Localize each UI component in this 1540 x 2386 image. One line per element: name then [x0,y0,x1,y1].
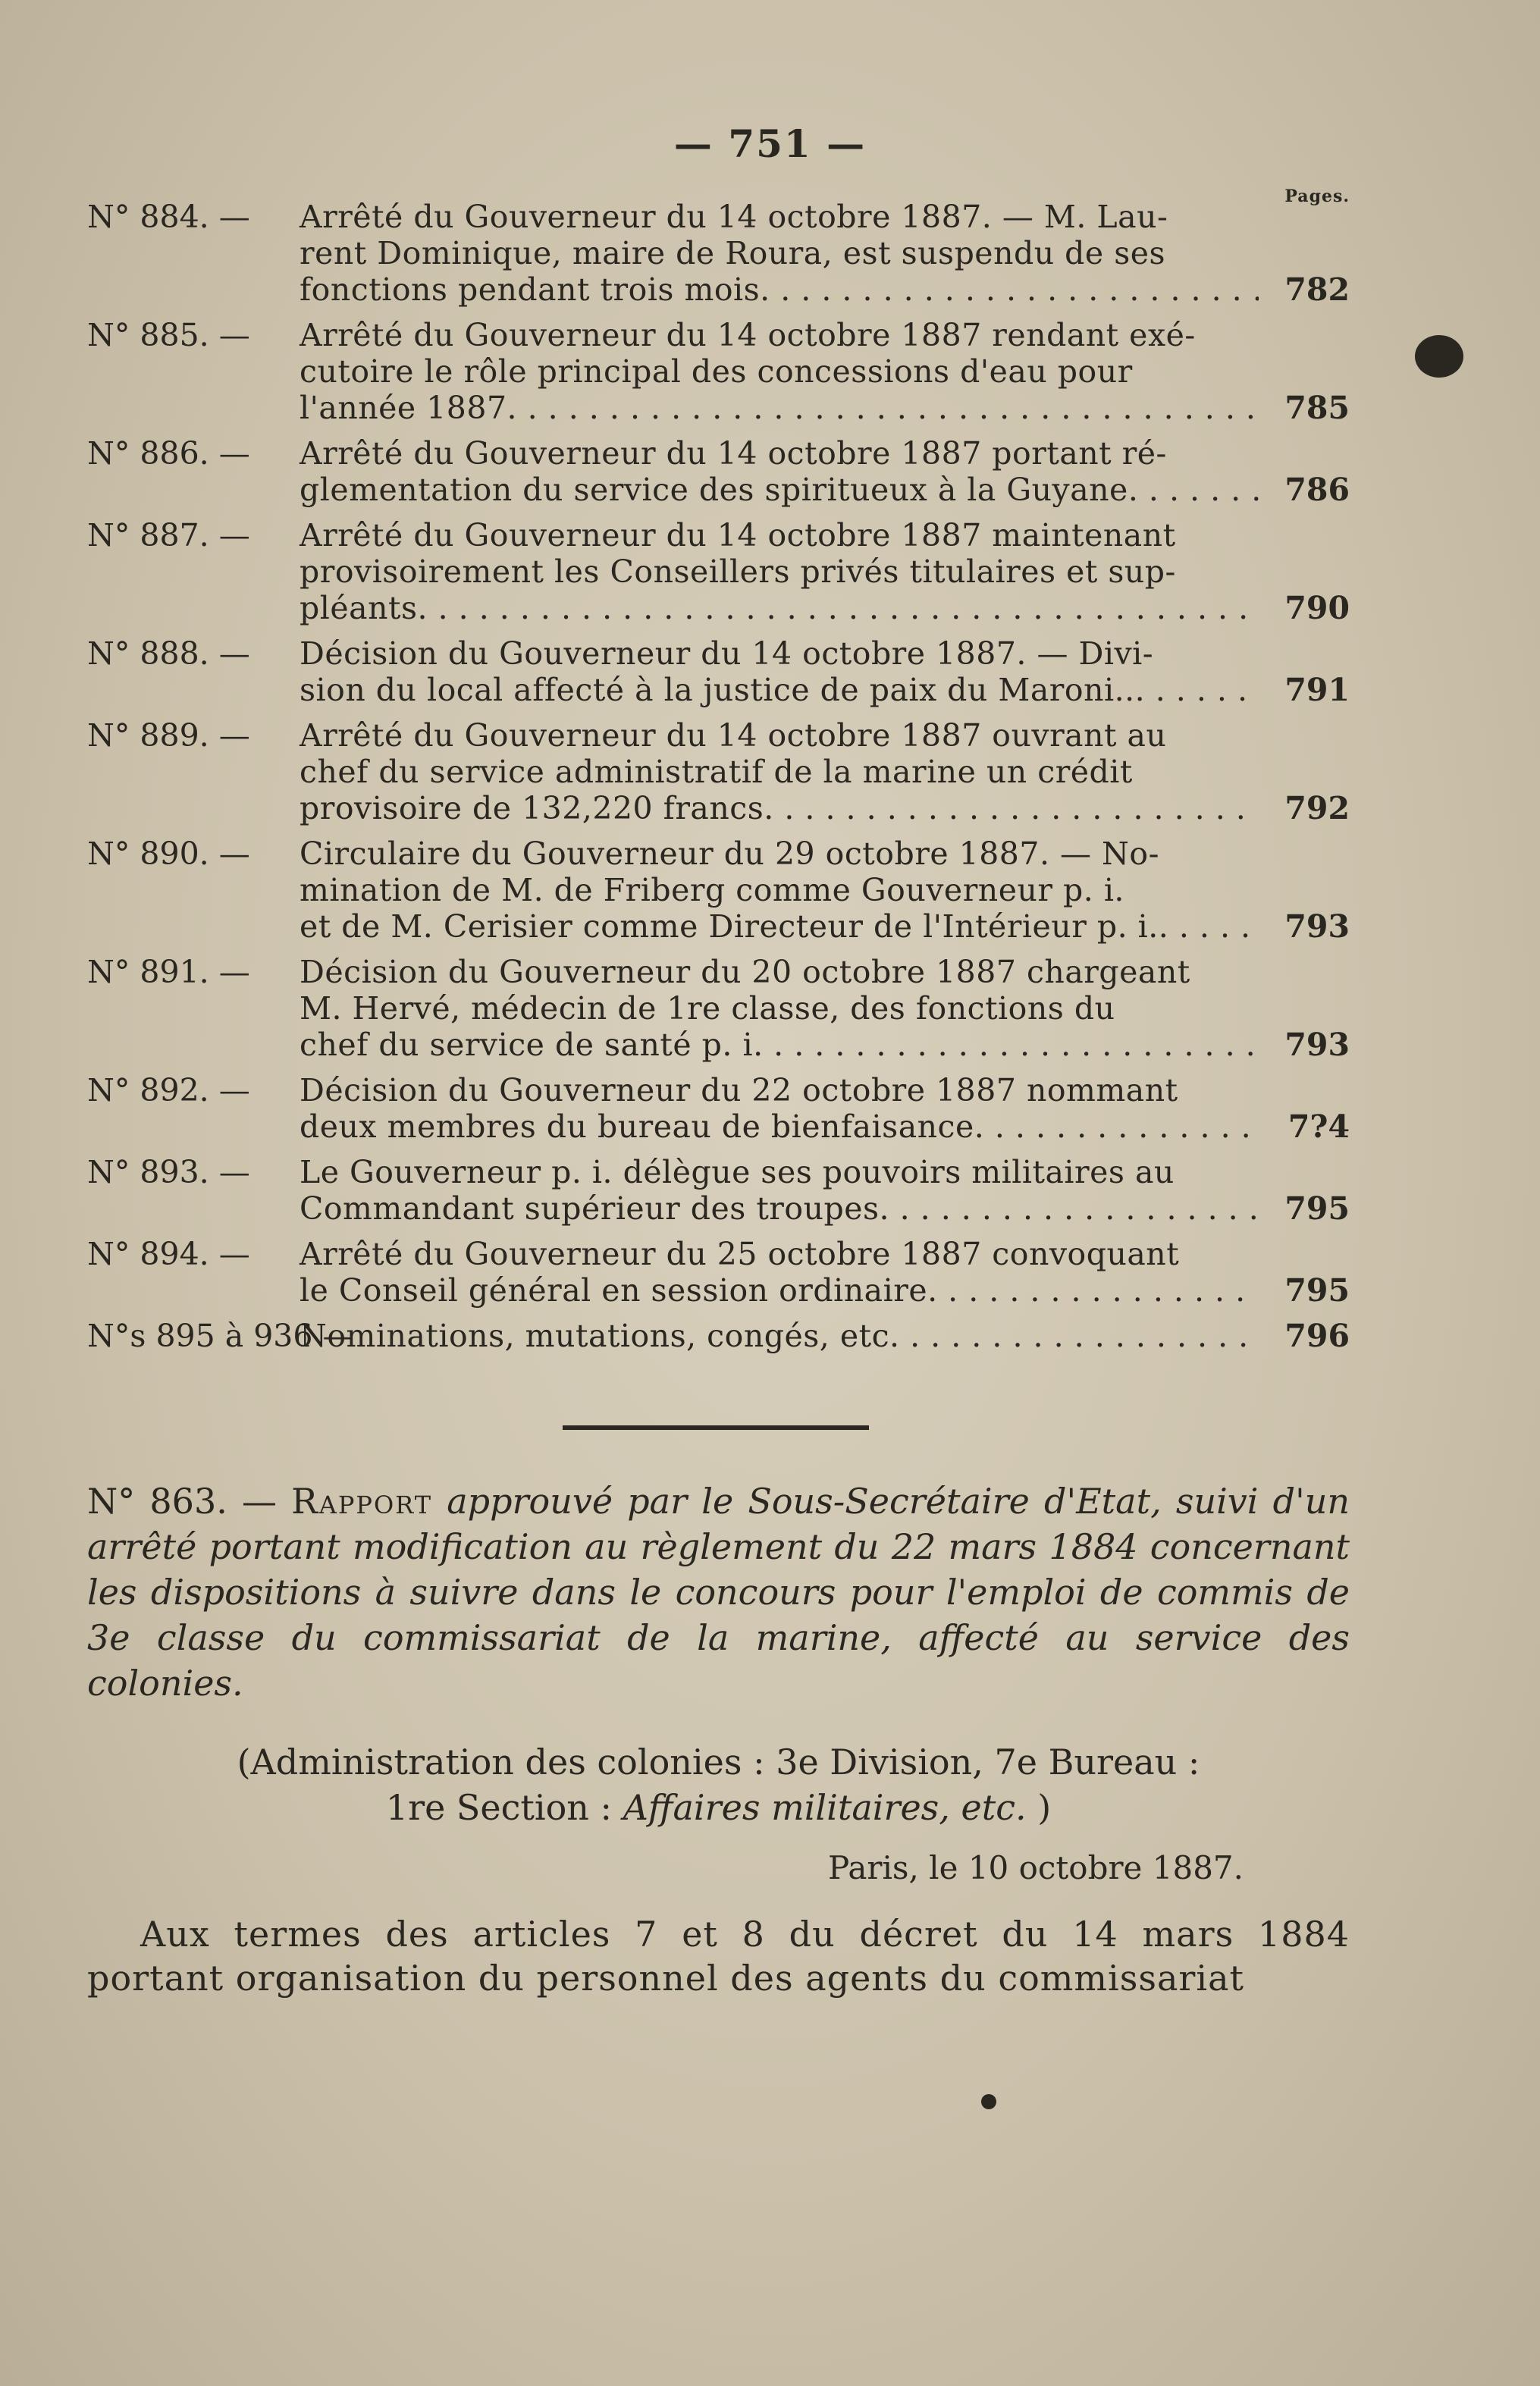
report-section [87,1478,1350,2000]
dot-leader [1128,472,1259,508]
toc-entry-line-text: le Conseil général en session ordinaire [300,1272,928,1309]
toc-entry-line-text: chef du service de santé p. i [300,1027,754,1063]
toc-entry [87,1236,1350,1309]
toc-entry-line-text: Le Gouverneur p. i. délègue ses pouvoirs militaires au [300,1154,1175,1190]
toc-entry-number: N° 893. — [87,1154,250,1190]
administration-line-2 [87,1785,1350,1830]
toc-entry-line [300,199,1259,235]
toc-entry-line [300,1236,1259,1272]
dot-leader [764,790,1259,826]
toc-entry [87,1318,1350,1354]
toc-entry-text [300,517,1259,626]
toc-entry-line [300,1108,1259,1145]
dot-leader [753,1027,1259,1063]
toc-entry-line [300,1318,1259,1354]
toc-entry-line [300,954,1259,990]
toc-entry-line-text: et de M. Cerisier comme Directeur de l'Intérieur p. i. [300,908,1159,945]
report-heading [87,1478,1350,1706]
toc-entry-line-text: Arrêté du Gouverneur du 14 octobre 1887 maintenant [300,517,1176,553]
toc-entry-text [300,836,1259,945]
toc-entry [87,635,1350,708]
toc-entry-line [300,872,1259,908]
toc-entry-page: 796 [1284,1318,1350,1354]
pages-column-header: Pages. [1284,187,1350,206]
toc-entry-line-text: sion du local affecté à la justice de paix du Maroni.. [300,672,1135,708]
toc-entry-number: N° 894. — [87,1236,250,1272]
toc-entry-line [300,990,1259,1027]
toc-entry-text [300,1236,1259,1309]
ink-speck [981,2094,996,2109]
toc-entry-number: N° 884. — [87,199,250,235]
report-title: approuvé par le Sous-Secrétaire d'Etat, suivi d'un arrêté portant modification au règlement du 22 mars 1884 concernant les dispositions à suivre dans le concours pour l'emploi de commis de 3e classe du commissariat de la marine, affecté au service des colonies. [87,1481,1350,1704]
toc-entry-page: 7?4 [1288,1108,1350,1145]
dot-leader [418,590,1259,626]
toc-entry-line-text: Arrêté du Gouverneur du 25 octobre 1887 convoquant [300,1236,1180,1272]
body-paragraph: Aux termes des articles 7 et 8 du décret du 14 mars 1884 portant organisation du personnel des agents du commissariat [87,1914,1350,1999]
toc-entry-line-text: provisoirement les Conseillers privés titulaires et sup- [300,553,1176,590]
report-number: N° 863. — [87,1481,277,1522]
toc-entry-line-text: Arrêté du Gouverneur du 14 octobre 1887 portant ré- [300,435,1167,472]
toc-entry-page: 790 [1284,590,1350,626]
toc-entry-line [300,1072,1259,1108]
toc-entry-line [300,472,1259,508]
toc-entry [87,317,1350,426]
toc-entry-number: N° 887. — [87,517,250,553]
toc-entry-number: N° 888. — [87,635,250,672]
toc-entry-text [300,317,1259,426]
toc-entry-line [300,353,1259,390]
toc-entry-line [300,754,1259,790]
toc-entry [87,517,1350,626]
toc-entry-line [300,1190,1259,1227]
toc-entry-number: N° 892. — [87,1072,250,1108]
toc-entry-page: 793 [1284,1027,1350,1063]
toc-entry-line-text: Commandant supérieur des troupes [300,1190,880,1227]
toc-entry-text [300,1072,1259,1145]
toc-entry-line-text: provisoire de 132,220 francs [300,790,764,826]
toc-entry-line [300,1154,1259,1190]
toc-entry-page: 785 [1284,390,1350,426]
toc-entry-line [300,1027,1259,1063]
toc-entry-line-text: Arrêté du Gouverneur du 14 octobre 1887 rendant exé- [300,317,1196,353]
administration-note [87,1739,1350,1830]
toc-entry-line-text: Arrêté du Gouverneur du 14 octobre 1887. — M. Lau- [300,199,1168,235]
toc-entry-line [300,790,1259,826]
toc-entry-line [300,590,1259,626]
toc-entry-line [300,635,1259,672]
toc-entry-text [300,717,1259,826]
toc-entry-line [300,1272,1259,1309]
toc-entry-line [300,517,1259,553]
administration-line-1: (Administration des colonies : 3e Division, 7e Bureau : [237,1742,1200,1782]
administration-subject: Affaires militaires, etc. [623,1787,1027,1828]
toc-entry-line [300,553,1259,590]
toc-entry-page: 786 [1284,472,1350,508]
toc-entry-page: 795 [1284,1272,1350,1309]
administration-close: ) [1037,1787,1052,1828]
toc-entry [87,836,1350,945]
toc-entry-number: N° 890. — [87,836,250,872]
toc-entry-line-text: fonctions pendant trois mois [300,271,761,308]
toc-entry-line [300,390,1259,426]
toc-entry-text [300,635,1259,708]
dot-leader [880,1190,1259,1227]
toc-entry-line-text: Décision du Gouverneur du 20 octobre 1887 chargeant [300,954,1190,990]
toc-entry-text [300,435,1259,508]
toc-entry [87,435,1350,508]
toc-entry-page: 792 [1284,790,1350,826]
table-of-contents [87,199,1350,1363]
toc-entry-line-text: M. Hervé, médecin de 1re classe, des fonctions du [300,990,1115,1027]
toc-entry-line-text: glementation du service des spiritueux à la Guyane [300,472,1128,508]
toc-entry-line [300,717,1259,754]
toc-entry-line-text: Circulaire du Gouverneur du 29 octobre 1887. — No- [300,836,1159,872]
toc-entry-line [300,235,1259,271]
toc-entry-number: N° 889. — [87,717,250,754]
toc-entry [87,1072,1350,1145]
toc-entry [87,199,1350,308]
toc-entry-page: 795 [1284,1190,1350,1227]
toc-entry [87,954,1350,1063]
toc-entry-line [300,435,1259,472]
toc-entry-line [300,271,1259,308]
report-label: Rapport [291,1481,433,1522]
dot-leader [507,390,1259,426]
toc-entry-line-text: Nominations, mutations, congés, etc [300,1318,890,1354]
toc-entry-line [300,836,1259,872]
dot-leader [1159,908,1259,945]
page-number: — 751 — [673,121,867,166]
dateline: Paris, le 10 octobre 1887. [828,1849,1244,1886]
ink-blot [1415,335,1463,378]
dot-leader [1135,672,1259,708]
toc-entry-line-text: Décision du Gouverneur du 14 octobre 1887. — Divi- [300,635,1154,672]
toc-entry [87,717,1350,826]
toc-entry-page: 791 [1284,672,1350,708]
toc-entry-number: N° 886. — [87,435,250,472]
toc-entry-line-text: rent Dominique, maire de Roura, est suspendu de ses [300,235,1166,271]
toc-entry-line-text: mination de M. de Friberg comme Gouverneur p. i. [300,872,1124,908]
toc-entry-line-text: l'année 1887 [300,390,507,426]
toc-entry-line [300,908,1259,945]
toc-entry-page: 782 [1284,271,1350,308]
dot-leader [927,1272,1259,1309]
toc-entry-text [300,199,1259,308]
dot-leader [974,1108,1259,1145]
toc-entry [87,1154,1350,1227]
toc-entry-line [300,672,1259,708]
toc-entry-line-text: cutoire le rôle principal des concessions d'eau pour [300,353,1133,390]
section-divider [563,1425,869,1430]
toc-entry-text [300,1154,1259,1227]
dot-leader [889,1318,1259,1354]
dot-leader [760,271,1259,308]
toc-entry-line-text: pléants [300,590,418,626]
administration-section: 1re Section : [385,1787,613,1828]
toc-entry-text [300,1318,1259,1354]
toc-entry-page: 793 [1284,908,1350,945]
toc-entry-number: N°s 895 à 936 — [87,1318,354,1354]
toc-entry-text [300,954,1259,1063]
toc-entry-line-text: deux membres du bureau de bienfaisance [300,1108,974,1145]
toc-entry-line-text: Décision du Gouverneur du 22 octobre 1887 nommant [300,1072,1178,1108]
toc-entry-line-text: Arrêté du Gouverneur du 14 octobre 1887 ouvrant au [300,717,1167,754]
toc-entry-number: N° 891. — [87,954,250,990]
toc-entry-line-text: chef du service administratif de la marine un crédit [300,754,1133,790]
toc-entry-number: N° 885. — [87,317,250,353]
toc-entry-line [300,317,1259,353]
